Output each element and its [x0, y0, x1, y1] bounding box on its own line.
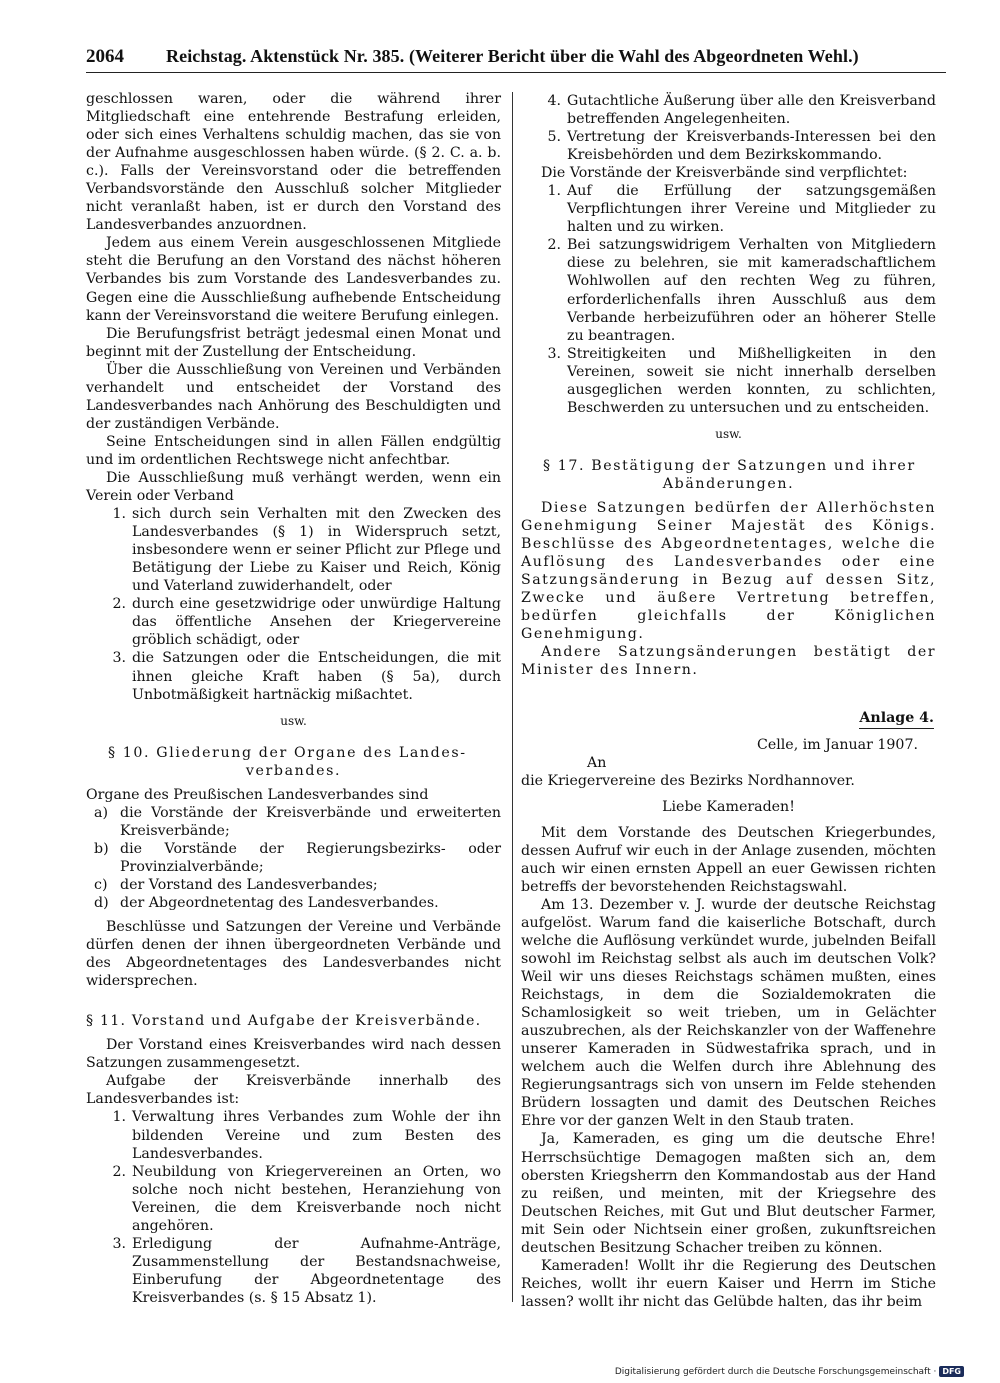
paragraph: Andere Satzungsänderungen bestätigt der Minister des Innern. — [521, 644, 936, 679]
list-number: 4. — [547, 93, 561, 109]
paragraph: Organe des Preußischen Landesverbandes sind — [86, 786, 429, 803]
list-item — [86, 649, 501, 703]
paragraph: Mit dem Vorstande des Deutschen Kriegerbundes, dessen Aufruf wir euch in der Anlage zusenden, möchten auch wir einen ernsten Appell an euer Gewissen richten betreffs der bevorstehenden Reichstagswahl. — [521, 824, 936, 895]
address-an: An — [587, 754, 607, 771]
list-item — [521, 236, 936, 344]
credit-text: Digitalisierung gefördert durch die Deutsche Forschungsgemeinschaft · — [614, 1366, 937, 1377]
paragraph: geschlossen waren, oder die während ihrer Mitgliedschaft eine entehrende Bestrafung erleiden, oder sich eines Verhaltens schuldig machen, das sie von der Aufnahme ausgeschlossen haben würde. (§ 2. C. a. b. c.). Falls der Vereinsvorstand oder die betreffenden Verbandsvorstände den Ausschluß solcher Mitglieder nicht veranlaßt haben, ist er durch den Vorstand des Landesverbandes anzuordnen. — [86, 91, 501, 234]
list-letter: c) — [94, 876, 108, 893]
list-text: Verwaltung ihres Verbandes zum Wohle der ihn bildenden Vereine und zum Besten des Landesverbandes. — [132, 1109, 501, 1162]
paragraph: Die Vorstände der Kreisverbände sind verpflichtet: — [541, 165, 908, 182]
list-number: 2. — [547, 237, 561, 254]
list-text: die Vorstände der Regierungsbezirks- oder Provinzialverbände; — [120, 840, 501, 875]
list-text: sich durch sein Verhalten mit den Zwecken des Landesverbandes (§ 1) in Widerspruch setzt, insbesondere wenn er seiner Pflicht zur Pflege und Betätigung der Liebe zu Kaiser und Reich, König und Vaterland zuwiderhandelt, oder — [132, 506, 501, 595]
list-item — [86, 894, 501, 912]
list-text: durch eine gesetzwidrige oder unwürdige Haltung das öffentliche Ansehen der Kriegervereine gröblich schädigt, oder — [132, 596, 501, 649]
section-heading-10 — [86, 744, 501, 780]
section-heading-11: § 11. Vorstand und Aufgabe der Kreisverbände. — [86, 1013, 482, 1030]
list-number: 5. — [547, 129, 561, 146]
running-title: Reichstag. Aktenstück Nr. 385. (Weiterer Bericht über die Wahl des Abgeordneten Wehl.) — [166, 46, 859, 66]
list-item — [86, 505, 501, 595]
list-letter: b) — [94, 840, 109, 857]
list-text: Neubildung von Kriegervereinen an Orten, wo solche noch nicht bestehen, Heranziehung von Vereinen, die dem Kreisverbande noch nicht angehören. — [132, 1163, 501, 1234]
section-heading-line: Abänderungen. — [662, 475, 795, 492]
paragraph: Beschlüsse und Satzungen der Vereine und Verbände dürfen denen der ihnen übergeordneten Verbände und des Abgeordnetentages des Landesverbandes nicht widersprechen. — [86, 919, 501, 990]
list-number: 3. — [112, 650, 126, 667]
list-number: 2. — [112, 1163, 126, 1180]
list-item — [521, 92, 936, 128]
list-number: 3. — [547, 345, 561, 362]
appendix-label-text: Anlage 4. — [859, 710, 934, 729]
right-column — [521, 92, 936, 1311]
page-number: 2064 — [86, 46, 124, 67]
paragraph: Jedem aus einem Verein ausgeschlossenen Mitgliede steht die Berufung an den Vorstand des nächst höheren Verbandes bis zum Vorstande des Landesverbandes zu. Gegen eine die Ausschließung aufhebende Entscheidung kann der Vereinsvorstand die weitere Berufung einlegen. — [86, 235, 501, 324]
list-item — [86, 804, 501, 840]
usw-marker: usw. — [280, 713, 307, 728]
addressee: die Kriegervereine des Bezirks Nordhannover. — [521, 772, 855, 789]
list-item — [521, 345, 936, 417]
list-text: die Satzungen oder die Entscheidungen, die mit ihnen gleiche Kraft haben (§ 5a), durch Unbotmäßigkeit hartnäckig mißachtet. — [132, 650, 501, 703]
salutation: Liebe Kameraden! — [662, 798, 795, 815]
list-item — [86, 876, 501, 894]
list-item — [521, 182, 936, 236]
list-text: Gutachtliche Äußerung über alle den Kreisverband betreffenden Angelegenheiten. — [567, 93, 936, 128]
list-text: Streitigkeiten und Mißhelligkeiten in den Vereinen, soweit sie nicht innerhalb derselben ausgeglichen werden konnten, zu schlichten, Beschwerden zu untersuchen und zu entscheiden. — [567, 345, 936, 416]
list-item — [86, 840, 501, 876]
paragraph: Kameraden! Wollt ihr die Regierung des Deutschen Reiches, wollt ihr euern Kaiser und Herrn im Stiche lassen? wollt ihr nicht das Gelübde halten, das ihr beim — [521, 1257, 936, 1310]
list-number: 1. — [112, 1109, 126, 1126]
list-text: die Vorstände der Kreisverbände und erweiterten Kreisverbände; — [120, 804, 501, 839]
section-heading-17 — [521, 457, 936, 493]
paragraph: Über die Ausschließung von Vereinen und Verbänden verhandelt und entscheidet der Vorstand des Landesverbandes nach Anhörung des Beschuldigten und der zuständigen Verbände. — [86, 361, 501, 432]
list-letter: d) — [94, 895, 109, 912]
list-text: Vertretung der Kreisverbands-Interessen bei den Kreisbehörden und dem Bezirkskommando. — [567, 129, 936, 164]
list-text: Erledigung der Aufnahme-Anträge, Zusammenstellung der Bestandsnachweise, Einberufung der Abgeordnetentage des Kreisverbandes (s. § 15 Absatz 1). — [132, 1235, 501, 1306]
paragraph: Seine Entscheidungen sind in allen Fällen endgültig und im ordentlichen Rechtswege nicht anfechtbar. — [86, 433, 501, 468]
paragraph: Diese Satzungen bedürfen der Allerhöchsten Genehmigung Seiner Majestät des Königs. Beschlüsse des Abgeordnetentages, welche die Auflösung des Landesverbandes oder eine Satzungsänderung in Bezug auf dessen Sitz, Zwecke und äußere Vertretung betreffen, bedürfen gleichfalls der Königlichen Genehmigung. — [521, 499, 936, 643]
list-text: der Vorstand des Landesverbandes; — [120, 876, 378, 893]
list-number: 1. — [547, 183, 561, 200]
list-text: der Abgeordnetentag des Landesverbandes. — [120, 895, 439, 912]
list-number: 3. — [112, 1235, 126, 1252]
appendix-label — [521, 709, 936, 727]
dfg-logo: DFG — [939, 1366, 964, 1377]
place-date: Celle, im Januar 1907. — [756, 736, 918, 753]
list-item — [86, 1163, 501, 1235]
list-text: Auf die Erfüllung der satzungsgemäßen Verpflichtungen ihrer Vereine und Mitglieder zu halten und zu wirken. — [567, 183, 936, 236]
section-heading-line: verbandes. — [245, 762, 342, 779]
paragraph: Die Ausschließung muß verhängt werden, wenn ein Verein oder Verband — [86, 469, 501, 505]
list-item — [86, 1235, 501, 1307]
page-header — [86, 42, 946, 73]
paragraph: Aufgabe der Kreisverbände innerhalb des Landesverbandes ist: — [86, 1073, 501, 1108]
paragraph: Ja, Kameraden, es ging um die deutsche Ehre! Herrschsüchtige Demagogen maßten sich an, dem obersten Kriegsherrn den Kommandostab aus der Hand zu reißen, und meinten, mit der Kriegsehre des Deutschen Reiches, mit Gut und Blut deutscher Farmer, mit Sein oder Nichtsein einer großen, zukunftsreichen deutschen Besitzung Schacher treiben zu können. — [521, 1131, 936, 1256]
section-heading-line: § 10. Gliederung der Organe des Landes- — [108, 744, 467, 761]
list-number: 2. — [112, 596, 126, 613]
paragraph: Der Vorstand eines Kreisverbandes wird nach dessen Satzungen zusammengesetzt. — [86, 1037, 501, 1072]
list-text: Bei satzungswidrigem Verhalten von Mitgliedern diese zu belehren, sie mit kameradschaftlichem Wohlwollen auf den rechten Weg zu führen, erforderlichenfalls ihren Ausschluß aus dem Verbande herbeizuführen oder an höherer Stelle zu beantragen. — [567, 237, 936, 344]
list-number: 1. — [112, 506, 126, 523]
usw-marker: usw. — [715, 426, 742, 441]
column-divider — [512, 92, 513, 1302]
list-letter: a) — [94, 804, 108, 821]
paragraph: Die Berufungsfrist beträgt jedesmal einen Monat und beginnt mit der Zustellung der Entscheidung. — [86, 325, 501, 360]
section-heading-line: § 17. Bestätigung der Satzungen und ihrer — [543, 457, 916, 474]
digitization-credit — [615, 1366, 964, 1377]
paragraph: Am 13. Dezember v. J. wurde der deutsche Reichstag aufgelöst. Warum fand die kaiserliche Botschaft, durch welche die Auflösung verkündet wurde, jubelnden Beifall sowohl im Reichstag selbst als auch im deutschen Volk? Weil wir uns dieses Reichstags schämen mußten, eines Reichstags, in dem die Sozialdemokraten die Schamlosigkeit so weit trieben, um in Gelächter auszubrechen, als der Reichskanzler von der Waffenehre unserer Kameraden in Südwestafrika sprach, und in welchem auch die Welfen durch ihre Ablehnung des Regierungsantrags sich von unsern im Felde stehenden Brüdern lossagten und damit des Deutschen Reiches Ehre vor der ganzen Welt in den Staub traten. — [521, 896, 936, 1130]
list-item — [86, 595, 501, 649]
list-item — [86, 1108, 501, 1162]
list-item — [521, 128, 936, 164]
left-column — [86, 90, 501, 1307]
